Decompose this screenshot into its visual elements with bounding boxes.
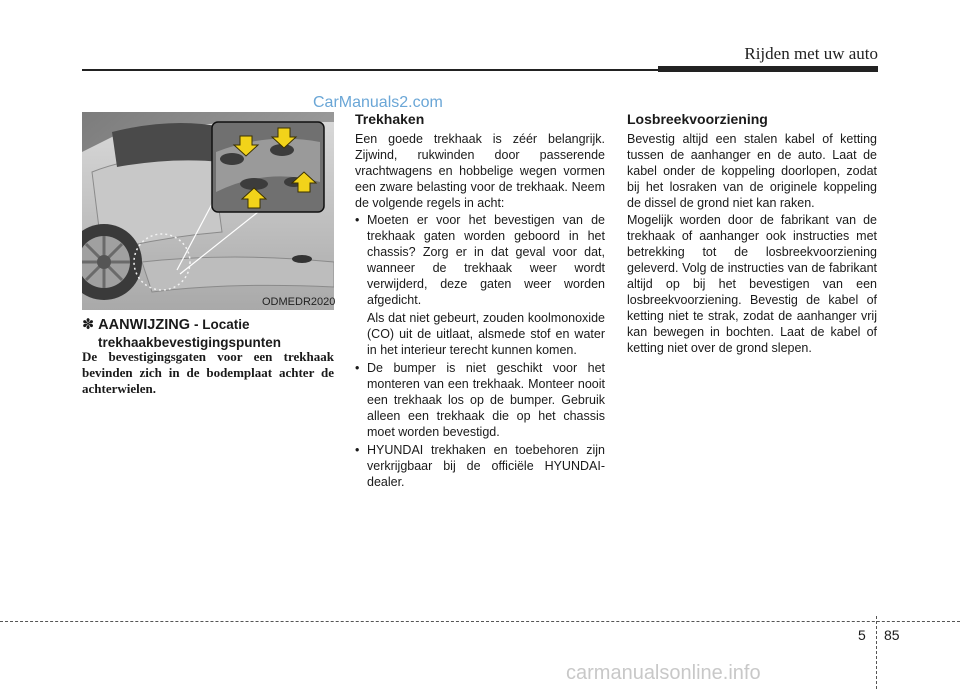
note-heading-sub-2: trekhaakbevestigingspunten	[98, 335, 282, 350]
note-heading-bold: AANWIJZING	[98, 317, 190, 333]
footer-vertical-divider	[876, 616, 877, 689]
list-item-continuation: Als dat niet gebeurt, zouden koolmonoxide (CO) uit de uitlaat, alsmede stof en water in het interieur terecht kunnen komen.	[367, 311, 605, 357]
note-heading-sub: - Locatie	[194, 317, 250, 332]
note-symbol-icon: ✽	[82, 317, 95, 333]
car-rear-illustration	[82, 112, 334, 310]
note-heading	[82, 316, 342, 351]
car-rear-figure	[82, 112, 334, 310]
trekhaken-list	[355, 212, 605, 490]
trekhaken-intro: Een goede trekhaak is zéér belangrijk. Zijwind, rukwinden door passerende vrachtwagens en hobbelige wegen vormen een zware belasting voor de trekhaak. Neem de volgende regels in acht:	[355, 132, 605, 210]
page-number: 85	[884, 627, 900, 643]
section-number: 5	[858, 627, 866, 643]
list-item: • De bumper is niet geschikt voor het monteren van een trekhaak. Monteer nooit een trekhaak los op de bumper. Gebruik alleen een trekhaak die op het chassis moet worden bevestigd.	[355, 360, 605, 440]
header-rule	[82, 69, 660, 71]
section-trekhaken	[355, 111, 605, 492]
section-losbreek	[627, 111, 877, 357]
list-item: • HYUNDAI trekhaken en toebehoren zijn verkrijgbaar bij de officiële HYUNDAI-dealer.	[355, 442, 605, 490]
footer-divider	[0, 621, 960, 622]
list-item: • Moeten er voor het bevestigen van de trekhaak gaten worden geboord in het chassis? Zorg er in dat geval voor dat, wanneer de trekhaak weer wordt verwijderd, deze gaten weer worden afgedicht.	[355, 212, 605, 308]
trekhaken-title: Trekhaken	[355, 111, 425, 127]
note-body: De bevestigingsgaten voor een trekhaak bevinden zich in de bodemplaat achter de achterwielen.	[82, 349, 334, 396]
watermark-top[interactable]: CarManuals2.com	[313, 94, 443, 111]
watermark-bottom[interactable]: carmanualsonline.info	[566, 662, 761, 684]
figure-code: ODMEDR2020	[262, 296, 336, 308]
losbreek-title: Losbreekvoorziening	[627, 111, 768, 127]
header-rule-bar	[658, 66, 878, 72]
losbreek-p1: Bevestig altijd een stalen kabel of ketting tussen de aanhanger en de auto. Laat de kabel onder de koppeling doorlopen, zodat bij het losraken van de originele koppeling de dissel de grond niet kan raken.	[627, 132, 877, 210]
losbreek-p2: Mogelijk worden door de fabrikant van de trekhaak of aanhanger ook instructies met betrekking tot de losbreekvoorziening geleverd. Volg de instructies van de fabrikant altijd op bij het bevestigen van een losbreekvoorziening. Bevestig de kabel of ketting niet te strak, zodat de aanhanger vrij kan bewegen in bochten. Laat de kabel of ketting niet over de grond slepen.	[627, 213, 877, 355]
header-title: Rijden met uw auto	[744, 44, 878, 63]
